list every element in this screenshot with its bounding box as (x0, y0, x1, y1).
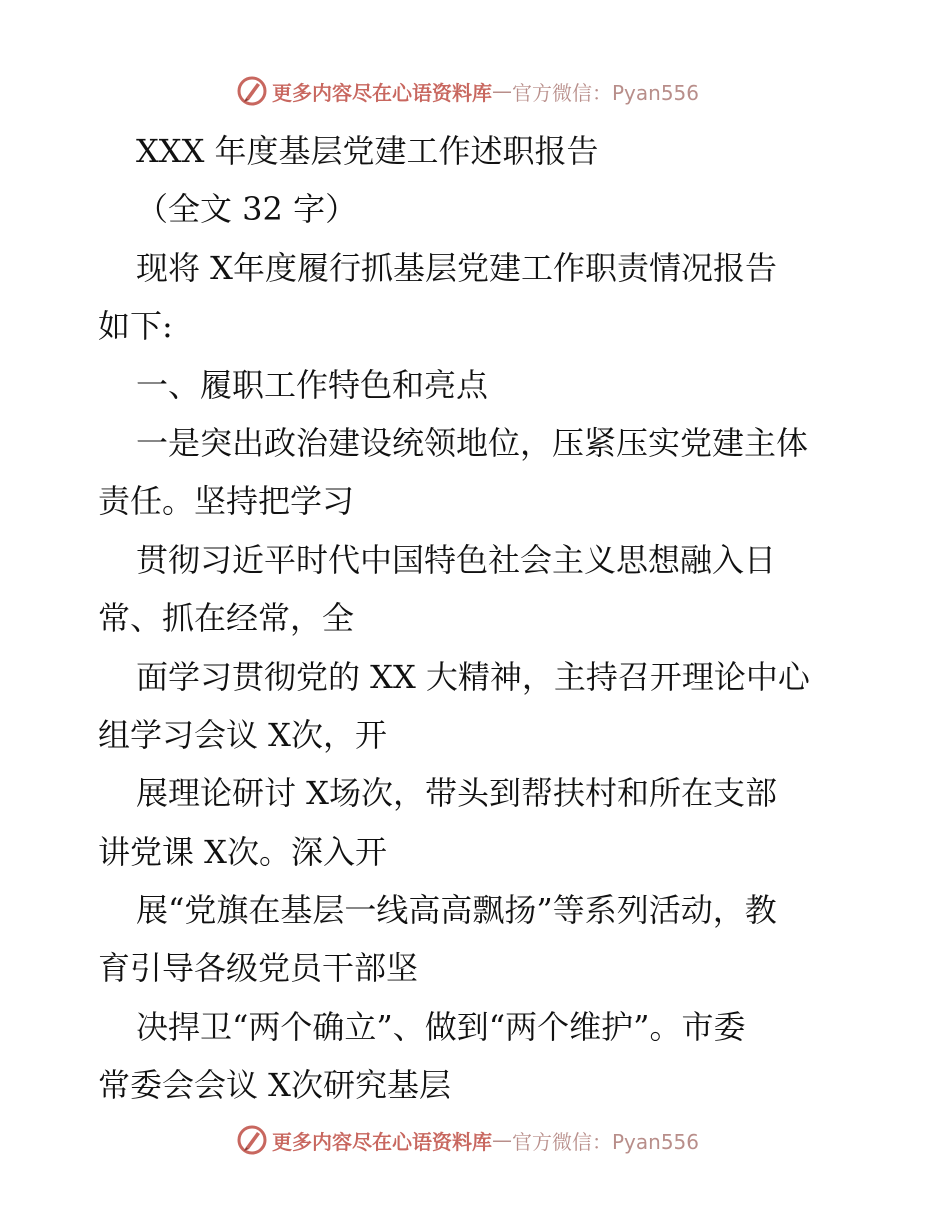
watermark-footer (236, 1123, 699, 1157)
text-line: 展“党旗在基层一线高高飘扬”等系列活动，教 (136, 891, 777, 930)
text-line: 面学习贯彻党的 XX 大精神，主持召开理论中心 (136, 657, 810, 696)
text-line: 一、履职工作特色和亮点 (136, 365, 489, 404)
pen-logo-icon (236, 1124, 268, 1156)
watermark-dash: — (492, 79, 512, 103)
text-line: 贯彻习近平时代中国特色社会主义思想融入日 (136, 540, 777, 579)
text-line: 育引导各级党员干部坚 (98, 949, 419, 988)
watermark-sub-text: 官方微信：Pyan556 (512, 80, 700, 105)
watermark-dash: — (492, 1128, 512, 1152)
text-line: 常委会会议 X次研究基层 (98, 1066, 451, 1105)
text-line: XXX 年度基层党建工作述职报告 (136, 132, 599, 170)
text-line: 如下: (98, 307, 173, 346)
watermark-main-text: 更多内容尽在心语资料库 (272, 1129, 492, 1154)
text-line: 常、抓在经常，全 (98, 599, 355, 638)
text-line: 组学习会议 X次，开 (98, 715, 387, 754)
watermark-main-text: 更多内容尽在心语资料库 (272, 80, 492, 105)
text-line: 展理论研讨 X场次，带头到帮扶村和所在支部 (136, 774, 777, 813)
text-line: 讲党课 X次。深入开 (98, 832, 387, 871)
document-body (98, 122, 858, 1115)
pen-logo-icon (236, 75, 268, 107)
watermark-sub-text: 官方微信：Pyan556 (512, 1129, 700, 1154)
watermark-header (236, 74, 699, 108)
text-line: 决捍卫“两个确立”、做到“两个维护”。市委 (136, 1007, 746, 1046)
text-line: （全文 32 字） (136, 190, 358, 229)
text-line: 一是突出政治建设统领地位，压紧压实党建主体 (136, 423, 809, 462)
text-line: 现将 X年度履行抓基层党建工作职责情况报告 (136, 248, 777, 287)
text-line: 责任。坚持把学习 (98, 482, 355, 521)
